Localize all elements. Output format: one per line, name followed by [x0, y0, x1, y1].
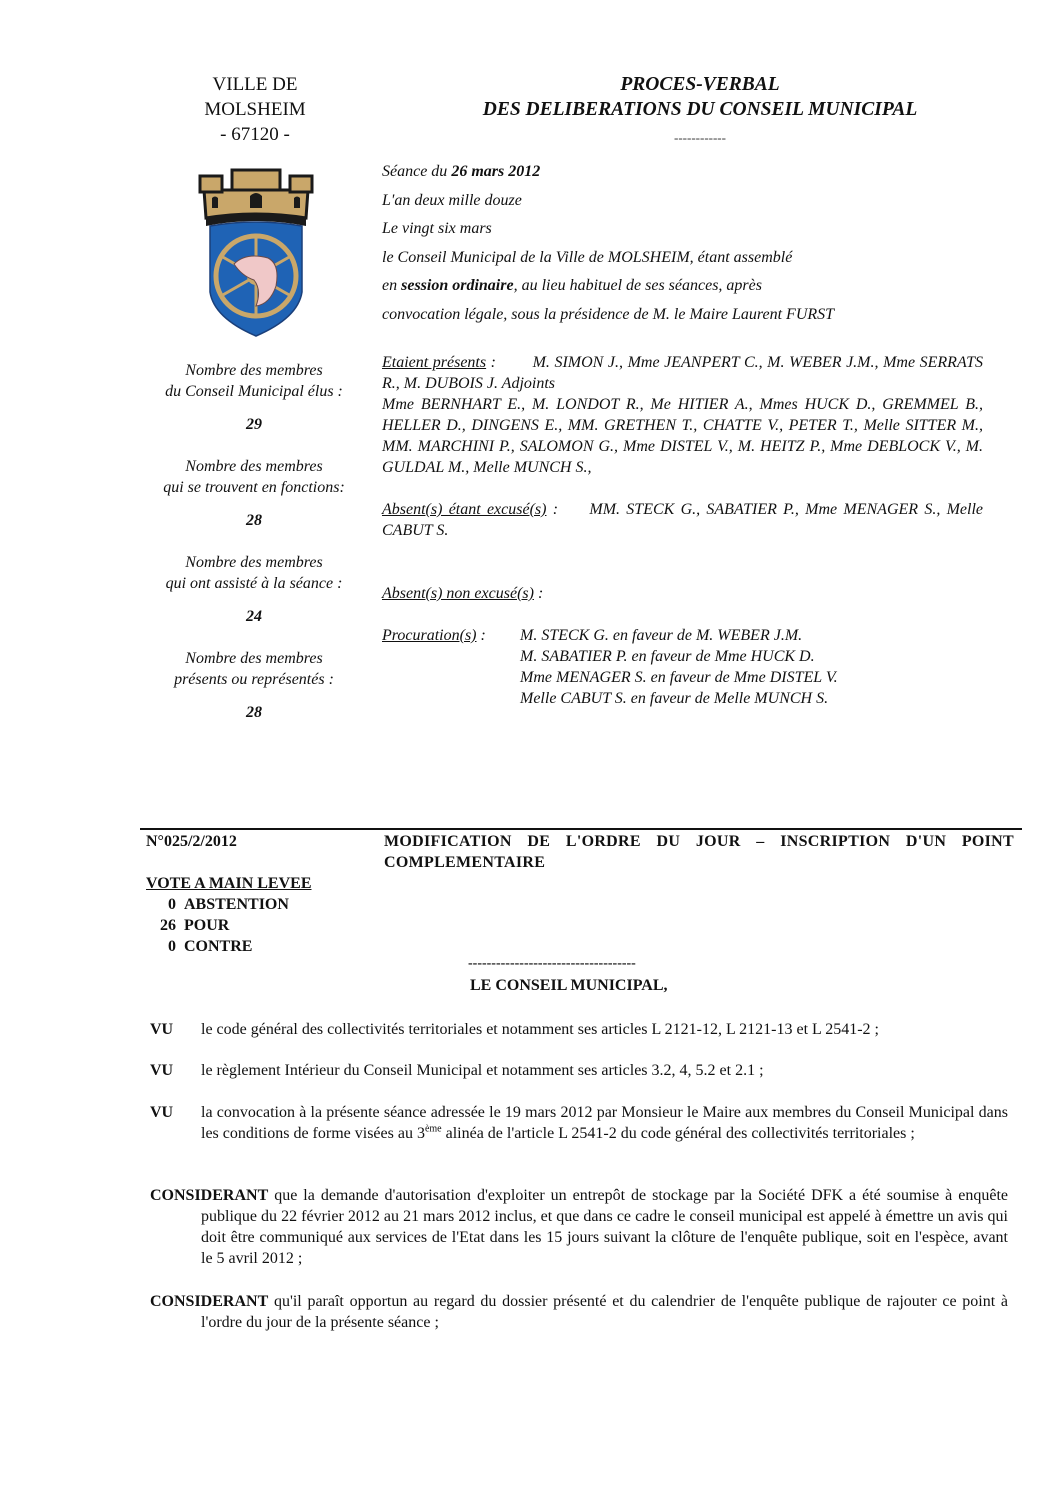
- stat-in-office: Nombre des membres qui se trouvent en fonctions: 28: [150, 456, 358, 531]
- city-header: [150, 72, 360, 147]
- present-adjoints: Etaient présents : M. SIMON J., Mme JEANPERT C., M. WEBER J.M., Mme SERRATS R., M. DUBOIS J. Adjoints: [382, 354, 984, 392]
- deliberation-number: N°025/2/2012: [146, 833, 237, 850]
- unexcused-absences: Absent(s) non excusé(s) :: [382, 585, 544, 602]
- member-stats: [150, 360, 358, 744]
- present-label: Etaient présents: [382, 354, 487, 371]
- deliberation-title: MODIFICATION DE L'ORDRE DU JOUR – INSCRIPTION D'UN POINT COMPLEMENTAIRE: [384, 833, 1014, 871]
- proxy-label: Procuration(s): [382, 627, 477, 644]
- title-separator: ------------: [674, 130, 726, 145]
- document-title: [380, 72, 1020, 122]
- proxy-item: M. SABATIER P. en faveur de Mme HUCK D.: [520, 648, 815, 665]
- city-line: MOLSHEIM: [204, 99, 306, 120]
- stat-attended: Nombre des membres qui ont assisté à la séance : 24: [150, 552, 358, 627]
- council-heading: LE CONSEIL MUNICIPAL,: [470, 977, 668, 994]
- unexcused-label: Absent(s) non excusé(s): [382, 585, 534, 602]
- excused-absences: Absent(s) étant excusé(s) : MM. STECK G., SABATIER P., Mme MENAGER S., Melle CABUT S.: [382, 501, 983, 539]
- stat-present-or-represented: Nombre des membres présents ou représentés : 28: [150, 648, 358, 723]
- proxies: Procuration(s) : M. STECK G. en faveur de M. WEBER J.M. M. SABATIER P. en faveur de Mme HUCK D. Mme MENAGER S. en faveur de Mme DISTEL V. Melle CABUT S. en faveur de Melle MUNCH S.: [382, 627, 838, 707]
- considerant-item: CONSIDERANT qu'il paraît opportun au regard du dossier présenté et du calendrier de l'enquête publique de rajouter ce point à l'ordre du jour de la présente séance ;: [150, 1293, 1008, 1331]
- stat-elected: Nombre des membres du Conseil Municipal élus : 29: [150, 360, 358, 435]
- vote-row: 0 CONTRE: [168, 938, 253, 955]
- seance-presidence-line: convocation légale, sous la présidence de M. le Maire Laurent FURST: [382, 305, 835, 323]
- vote-heading: VOTE A MAIN LEVEE: [146, 875, 312, 892]
- considerant-item: CONSIDERANT que la demande d'autorisation d'exploiter un entrepôt de stockage par la Société DFK a été soumise à enquête publique du 22 février 2012 au 21 mars 2012 inclus, et que dans ce cadre le conseil municipal est appelé à émettre un avis qui doit être communiqué aux services de l'Etat dans les 15 jours suivant la clôture de l'enquête publique, soit en l'espèce, avant le 5 avril 2012 ;: [150, 1187, 1008, 1267]
- proxy-item: Melle CABUT S. en faveur de Melle MUNCH S.: [520, 690, 829, 707]
- stat-value: 28: [246, 704, 262, 721]
- seance-date: 26 mars 2012: [451, 163, 541, 180]
- seance-details: [382, 158, 1002, 329]
- title-line: PROCES-VERBAL: [620, 74, 780, 95]
- seance-year-line: L'an deux mille douze: [382, 191, 522, 209]
- present-members: Mme BERNHART E., M. LONDOT R., Me HITIER A., Mmes HUCK D., GREMMEL B., HELLER D., DINGENS E., MM. GRETHEN T., CHATTE V., PETER T., Melle SITTER M., MM. MARCHINI P., SALOMON G., Mme DISTEL V., M. HEITZ P., Mme DEBLOCK V., M. GULDAL M., Melle MUNCH S.,: [382, 396, 983, 476]
- proxy-item: M. STECK G. en faveur de M. WEBER J.M.: [520, 627, 803, 644]
- city-postcode: - 67120 -: [220, 124, 290, 145]
- stat-value: 24: [246, 608, 262, 625]
- vote-row: 26 POUR: [160, 917, 230, 934]
- vu-item: VU le règlement Intérieur du Conseil Municipal et notamment ses articles 3.2, 4, 5.2 et 2.1 ;: [150, 1062, 764, 1079]
- vu-item: VU le code général des collectivités territoriales et notamment ses articles L 2121-12, L 2121-13 et L 2541-2 ;: [150, 1021, 879, 1038]
- city-line: VILLE DE: [212, 74, 298, 95]
- stat-value: 29: [246, 416, 262, 433]
- section-divider: [140, 828, 1022, 830]
- vote-results: [146, 873, 312, 957]
- coat-of-arms-icon: [194, 168, 318, 338]
- attendance-section: [382, 352, 983, 709]
- title-line: DES DELIBERATIONS DU CONSEIL MUNICIPAL: [482, 99, 918, 120]
- proxy-item: Mme MENAGER S. en faveur de Mme DISTEL V.: [520, 669, 838, 686]
- excused-label: Absent(s) étant excusé(s): [382, 501, 547, 518]
- seance-assembly-line: le Conseil Municipal de la Ville de MOLSHEIM, étant assemblé: [382, 248, 793, 266]
- session-type: session ordinaire: [401, 277, 514, 294]
- council-separator: ------------------------------------: [468, 956, 636, 971]
- seance-date-line: Séance du 26 mars 2012: [382, 163, 541, 180]
- vu-item: VU la convocation à la présente séance adressée le 19 mars 2012 par Monsieur le Maire aux membres du Conseil Municipal dans les conditions de forme visées au 3ème alinéa de l'article L 2541-2 du code général des collectivités territoriales ;: [150, 1104, 1008, 1142]
- vote-row: 0 ABSTENTION: [168, 896, 289, 913]
- seance-session-line: en session ordinaire, au lieu habituel de ses séances, après: [382, 277, 762, 294]
- seance-day-line: Le vingt six mars: [382, 220, 492, 237]
- stat-value: 28: [246, 512, 262, 529]
